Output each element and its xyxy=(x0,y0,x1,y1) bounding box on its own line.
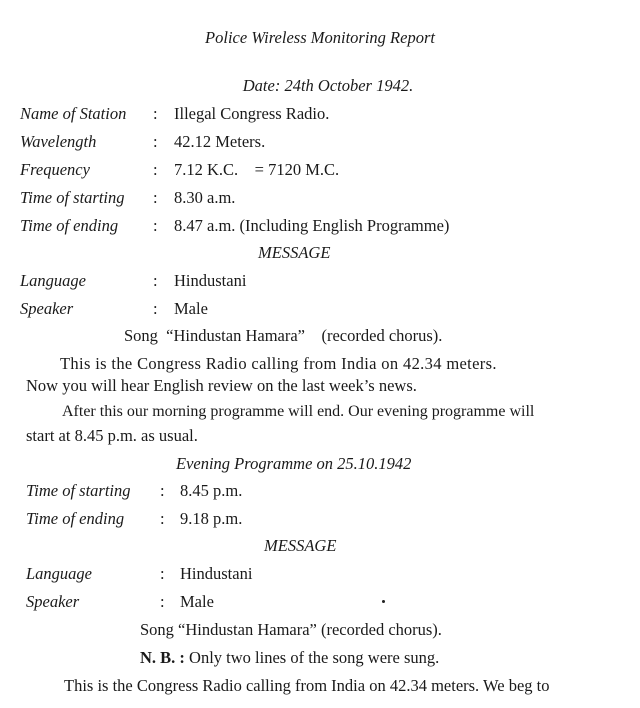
field-value-speaker: Male xyxy=(180,592,214,611)
field-value-time-ending: 8.47 a.m. (Including English Programme) xyxy=(174,216,450,235)
field-label-language: Language xyxy=(20,271,86,290)
field-value-time-starting: 8.45 p.m. xyxy=(180,481,243,500)
field-label-time-ending: Time of ending xyxy=(20,216,119,235)
field-label-station: Name of Station xyxy=(20,104,127,123)
paragraph-2-line-1: After this our morning programme will end. Our evening programme will xyxy=(62,403,535,420)
field-label-frequency: Frequency xyxy=(20,160,90,179)
message-heading-1: MESSAGE xyxy=(258,243,331,262)
field-label-language: Language xyxy=(26,564,92,583)
field-value-speaker: Male xyxy=(174,299,208,318)
paragraph-2-line-2: start at 8.45 p.m. as usual. xyxy=(26,426,198,445)
field-value-language: Hindustani xyxy=(180,564,253,583)
report-title: Police Wireless Monitoring Report xyxy=(205,28,435,47)
paragraph-1-line-2: Now you will hear English review on the last week’s news. xyxy=(26,376,417,395)
field-value-wavelength: 42.12 Meters. xyxy=(174,132,266,151)
field-colon: : xyxy=(160,564,165,583)
nb-text: Only two lines of the song were sung. xyxy=(184,648,440,667)
field-label-time-starting: Time of starting xyxy=(20,188,125,207)
nota-bene xyxy=(140,648,439,668)
song-line-2: Song “Hindustan Hamara” (recorded chorus). xyxy=(140,620,442,639)
field-colon: : xyxy=(153,188,158,207)
report-date: Date: 24th October 1942. xyxy=(242,76,414,95)
field-label-wavelength: Wavelength xyxy=(20,132,97,151)
song-line-1: Song “Hindustan Hamara” (recorded chorus). xyxy=(124,326,443,345)
field-value-frequency: 7.12 K.C. = 7120 M.C. xyxy=(174,160,340,179)
field-colon: : xyxy=(153,104,158,123)
field-value-time-starting: 8.30 a.m. xyxy=(174,188,236,207)
paragraph-1-line-1: This is the Congress Radio calling from India on 42.34 meters. xyxy=(60,354,497,373)
field-colon: : xyxy=(153,299,158,318)
field-colon: : xyxy=(160,509,165,528)
field-colon: : xyxy=(160,592,165,611)
paragraph-3-line-1: This is the Congress Radio calling from India on 42.34 meters. We beg to xyxy=(64,676,550,695)
nb-label: N. B. : xyxy=(140,648,185,667)
field-colon: : xyxy=(160,481,165,500)
field-colon: : xyxy=(153,132,158,151)
message-heading-2: MESSAGE xyxy=(264,536,337,555)
field-colon: : xyxy=(153,160,158,179)
field-label-time-starting: Time of starting xyxy=(26,481,131,500)
field-colon: : xyxy=(153,216,158,235)
field-label-speaker: Speaker xyxy=(20,299,74,318)
field-label-speaker: Speaker xyxy=(26,592,80,611)
field-value-language: Hindustani xyxy=(174,271,247,290)
field-colon: : xyxy=(153,271,158,290)
field-label-time-ending: Time of ending xyxy=(26,509,125,528)
evening-programme-heading: Evening Programme on 25.10.1942 xyxy=(176,454,412,473)
field-value-time-ending: 9.18 p.m. xyxy=(180,509,243,528)
field-value-station: Illegal Congress Radio. xyxy=(174,104,330,123)
stray-ink-dot xyxy=(382,600,385,603)
